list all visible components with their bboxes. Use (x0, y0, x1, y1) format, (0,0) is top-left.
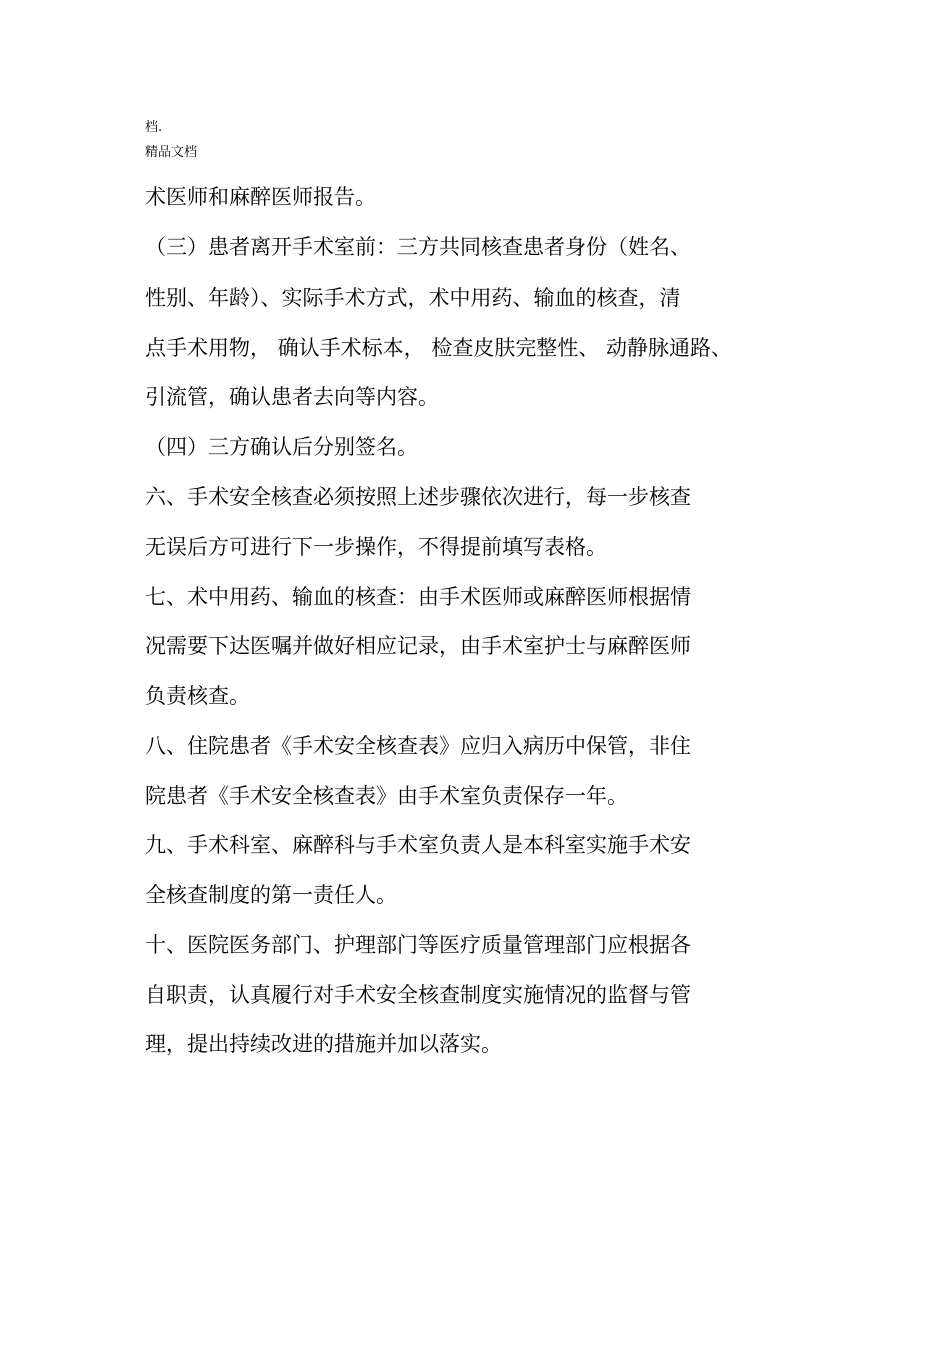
body-line: 引流管，确认患者去向等内容。 (145, 385, 439, 409)
body-line: 全核查制度的第一责任人。 (145, 883, 397, 907)
body-line: 十、医院医务部门、护理部门等医疗质量管理部门应根据各 (145, 933, 691, 957)
body-line: （三）患者离开手术室前：三方共同核查患者身份（姓名、 (145, 235, 691, 259)
body-line: 术医师和麻醉医师报告。 (145, 185, 376, 209)
header-fragment: 档. (145, 120, 163, 135)
body-line: 理，提出持续改进的措施并加以落实。 (145, 1032, 502, 1056)
body-line: 八、住院患者《手术安全核查表》应归入病历中保管，非住 (145, 734, 691, 758)
watermark-text: 精品文档 (145, 145, 198, 160)
body-line: 自职责，认真履行对手术安全核查制度实施情况的监督与管 (145, 983, 691, 1007)
body-line: 况需要下达医嘱并做好相应记录，由手术室护士与麻醉医师 (145, 634, 691, 658)
body-line: 负责核查。 (145, 684, 250, 708)
body-line: 九、手术科室、麻醉科与手术室负责人是本科室实施手术安 (145, 833, 691, 857)
body-line: 六、手术安全核查必须按照上述步骤依次进行，每一步核查 (145, 485, 691, 509)
body-line: 点手术用物， 确认手术标本， 检查皮肤完整性、 动静脉通路、 (145, 336, 733, 360)
body-line: 院患者《手术安全核查表》由手术室负责保存一年。 (145, 784, 628, 808)
body-line: 性别、年龄）、实际手术方式，术中用药、输血的核查，清 (145, 286, 681, 310)
body-line: （四）三方确认后分别签名。 (145, 435, 418, 459)
body-line: 七、术中用药、输血的核查：由手术医师或麻醉医师根据情 (145, 585, 691, 609)
body-line: 无误后方可进行下一步操作，不得提前填写表格。 (145, 535, 607, 559)
